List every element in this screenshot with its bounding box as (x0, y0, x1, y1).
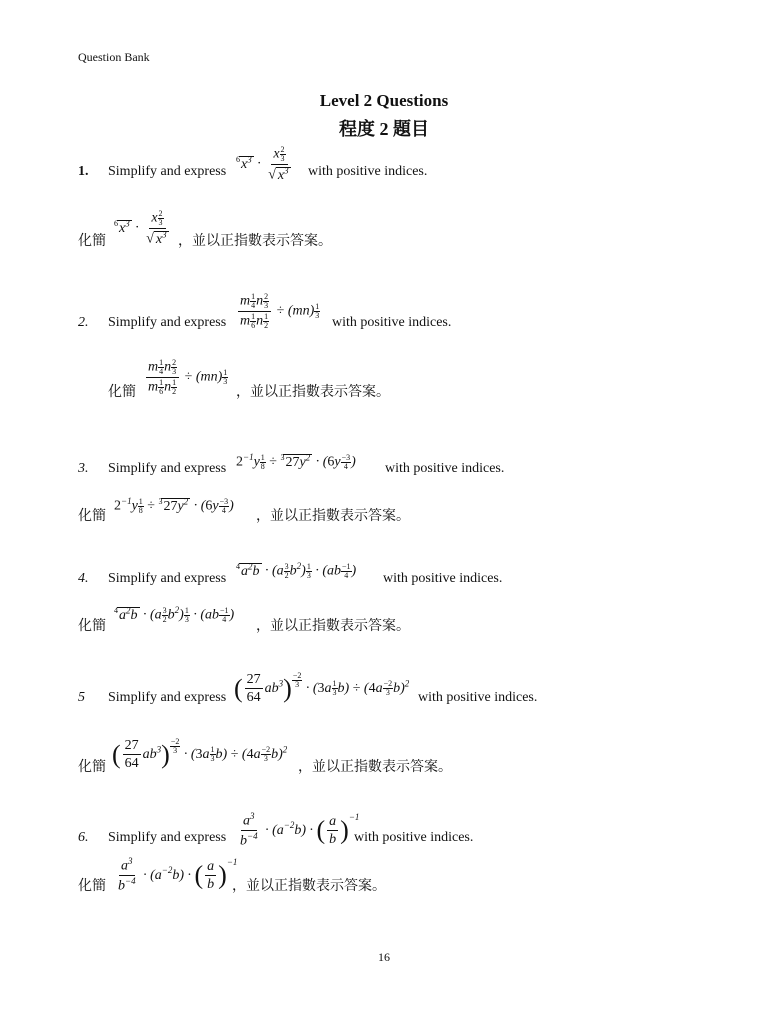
math-expression: $^4a^2b \cdot (a$ $\frac{3}{2}$ $b^2$) $\frac{1}{3}$ · (ab $\frac{-1}{4}$ ) (114, 605, 235, 624)
math-expression: $2^{-1}y$ $\frac{1}{8}$ ÷ $^327y^2 \cdot (6y$ $\frac{-3}{4}$ ) (114, 496, 234, 515)
question-suffix: with positive indices. (383, 571, 503, 586)
question-number: 3. (78, 461, 89, 476)
question-suffix: with positive indices. (332, 315, 452, 330)
question-number: 6. (78, 830, 89, 845)
question-prefix-chinese: 化簡 (108, 385, 136, 400)
question-suffix: with positive indices. (418, 690, 538, 705)
question-prompt: Simplify and express (108, 690, 227, 705)
running-header: Question Bank (78, 50, 150, 64)
math-expression: ( $\frac{27}{64}$ $ab^3$) $\frac{-2}{3}$ · (3a $\frac{1}{3}$ b) ÷ (4a $\frac{-2}{3}$ b)$^2$ (234, 671, 410, 706)
question-prompt: Simplify and express (108, 315, 227, 330)
question-suffix: with positive indices. (354, 830, 474, 845)
question-prompt: Simplify and express (108, 461, 227, 476)
question-prefix-chinese: 化簡 (78, 509, 106, 524)
question-suffix-chinese: ，並以正指數表示答案。 (256, 509, 410, 524)
question-prefix-chinese: 化簡 (78, 234, 106, 249)
question-prefix-chinese: 化簡 (78, 619, 106, 634)
question-number: 1. (78, 164, 89, 179)
math-expression: ( $\frac{27}{64}$ $ab^3$) $\frac{-2}{3}$ · (3a $\frac{1}{3}$ b) ÷ (4a $\frac{-2}{3}$ b)$^2$ (112, 737, 288, 772)
question-number: 5 (78, 690, 85, 705)
math-expression: $^6x^3$ · x $\frac{2}{3}$ √ $x^3$ (114, 209, 167, 247)
math-expression: $^6x^3$ · x $\frac{2}{3}$ √ $x^3$ (236, 145, 289, 183)
question-suffix-chinese: ，並以正指數表示答案。 (298, 760, 452, 775)
math-expression: $^4a^2b \cdot (a$ $\frac{3}{2}$ $b^2$) $\frac{1}{3}$ · (ab $\frac{-1}{4}$ ) (236, 561, 357, 580)
page-number: 16 (378, 950, 390, 964)
question-number: 2. (78, 315, 89, 330)
question-prompt: Simplify and express (108, 830, 227, 845)
question-prefix-chinese: 化簡 (78, 879, 106, 894)
question-number: 4. (78, 571, 89, 586)
math-expression: m $\frac{1}{4}$ n $\frac{2}{3}$ m $\frac{1}{6}$ n $\frac{1}{2}$ ÷ (mn) $\frac{1}{3}$ (148, 358, 228, 396)
math-expression: m $\frac{1}{4}$ n $\frac{2}{3}$ m $\frac{1}{6}$ n $\frac{1}{2}$ ÷ (mn) $\frac{1}{3}$ (240, 292, 320, 330)
question-prompt: Simplify and express (108, 571, 227, 586)
page-title: Level 2 Questions (319, 91, 449, 110)
question-suffix: with positive indices. (385, 461, 505, 476)
question-suffix-chinese: ，並以正指數表示答案。 (178, 234, 332, 249)
math-expression: $\frac{a^3}{b^{-4}}$ · $(a^{-2}b)$ · ( $\frac{a}{b}$ )$^{-1}$ (240, 811, 360, 849)
question-suffix-chinese: ，並以正指數表示答案。 (232, 879, 386, 894)
question-suffix: with positive indices. (308, 164, 428, 179)
question-prefix-chinese: 化簡 (78, 760, 106, 775)
question-prompt: Simplify and express (108, 164, 227, 179)
question-suffix-chinese: ，並以正指數表示答案。 (256, 619, 410, 634)
math-expression: $2^{-1}y$ $\frac{1}{8}$ ÷ $^327y^2 \cdot (6y$ $\frac{-3}{4}$ ) (236, 452, 356, 471)
question-suffix-chinese: ，並以正指數表示答案。 (236, 385, 390, 400)
page-title-chinese: 程度 2 題目 (339, 119, 429, 139)
math-expression: $\frac{a^3}{b^{-4}}$ · $(a^{-2}b)$ · ( $\frac{a}{b}$ )$^{-1}$ (118, 856, 238, 894)
